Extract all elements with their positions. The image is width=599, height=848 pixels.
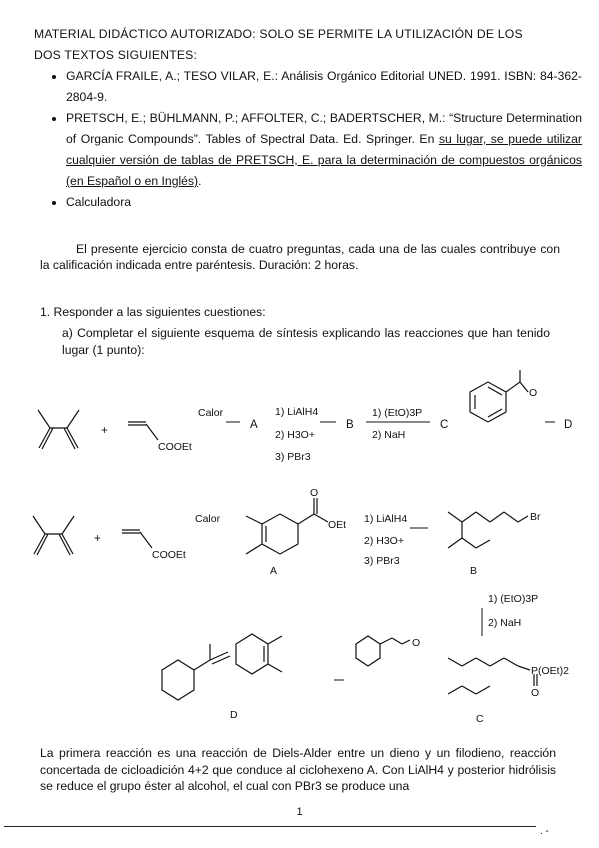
footer-rule [4, 826, 536, 827]
wittig-step-2-label: 2) NaH [488, 617, 522, 629]
ester-label: COOEt [158, 441, 192, 453]
synthesis-scheme-1 [0, 370, 599, 480]
step-1-label: 1) LiAlH4 [275, 406, 319, 418]
compound-d-label: D [230, 709, 238, 721]
page-number: 1 [296, 806, 303, 818]
wittig-step-1-label: 1) (EtO)3P [372, 407, 423, 419]
phosphonate-label: P(OEt)2 [531, 665, 569, 677]
dienophile-structure [122, 530, 152, 548]
reference-text: PRETSCH, E.; BÜHLMANN, P.; AFFOLTER, C.; BADERTSCHER, M.: “Structure Determination of Organic Compounds”. Tables of Spectral Data. Ed. Springer. En [66, 111, 582, 146]
compound-b-label: B [346, 419, 354, 431]
reference-text: GARCÍA FRAILE, A.; TESO VILAR, E.: Análisis Orgánico Editorial UNED. 1991. ISBN: 84-362-2804-9. [66, 69, 582, 104]
reference-item [66, 108, 582, 192]
compound-b-structure [448, 512, 528, 548]
step-3-label: 3) PBr3 [275, 451, 311, 463]
compound-d-label: D [564, 419, 573, 431]
reference-text: Calculadora [66, 195, 132, 209]
header-line-2: DOS TEXTOS SIGUIENTES: [34, 48, 198, 62]
carbonyl-oxygen: O [310, 487, 319, 499]
cinnamaldehyde-structure [356, 636, 410, 666]
compound-c-label: C [440, 419, 449, 431]
question-1a-text: a) Completar el siguiente esquema de síntesis explicando las reacciones que han tenido lugar (1 punto): [62, 326, 550, 357]
conclusion-paragraph: La primera reacción es una reacción de Diels-Alder entre un dieno y un filodieno, reacción concertada de cicloadición 4+2 que conduce al ciclohexeno A. Con LiAlH4 y posterior hidrólisis se reduce el grupo éster al alcohol, el cual con PBr3 se produce una [40, 746, 556, 793]
synthesis-scheme-2 [0, 486, 599, 586]
reference-item [66, 66, 582, 108]
header-line-1: MATERIAL DIDÁCTICO AUTORIZADO: SOLO SE PERMITE LA UTILIZACIÓN DE LOS [34, 27, 523, 41]
compound-a-label: A [270, 565, 278, 577]
diene-structure [33, 516, 74, 555]
compound-c-label: C [476, 713, 484, 725]
ketone-oxygen: O [529, 387, 538, 399]
synthesis-scheme-2-continued [0, 586, 599, 726]
compound-b-label: B [470, 565, 478, 577]
aldehyde-oxygen: O [412, 637, 421, 649]
plus-sign: + [101, 425, 108, 437]
dienophile-structure [128, 422, 158, 440]
step-2-label: 2) H3O+ [364, 535, 404, 547]
plus-sign: + [94, 533, 101, 545]
intro-paragraph: El presente ejercicio consta de cuatro preguntas, cada una de las cuales contribuye con la calificación indicada entre paréntesis. Duración: 2 horas. [40, 242, 560, 272]
reference-item [66, 192, 582, 213]
step-2-label: 2) H3O+ [275, 429, 315, 441]
footer-mark: . - [540, 826, 549, 837]
heat-label: Calor [198, 407, 224, 419]
bromine-label: Br [530, 511, 541, 523]
acetophenone-structure [470, 370, 528, 422]
diene-structure [38, 410, 79, 449]
compound-d-structure [162, 634, 282, 700]
compound-a-label: A [250, 419, 258, 431]
wittig-step-2-label: 2) NaH [372, 429, 406, 441]
reference-list [48, 66, 582, 213]
reference-underlined-text: su lugar, se puede utilizar cualquier versión de tablas de PRETSCH, E. para la determinación de compuestos orgánicos (en Español o en Inglés) [66, 132, 582, 188]
wittig-step-1-label: 1) (EtO)3P [488, 593, 539, 605]
heat-label: Calor [195, 513, 221, 525]
reference-tail: . [198, 174, 202, 188]
compound-a-structure [246, 498, 328, 554]
compound-c-structure [448, 658, 537, 694]
step-3-label: 3) PBr3 [364, 555, 400, 567]
oet-label: OEt [328, 519, 347, 531]
question-1-title: 1. Responder a las siguientes cuestiones: [40, 305, 266, 319]
phosphonate-oxygen: O [531, 687, 540, 699]
step-1-label: 1) LiAlH4 [364, 513, 408, 525]
ester-label: COOEt [152, 549, 186, 561]
material-header [34, 24, 564, 66]
